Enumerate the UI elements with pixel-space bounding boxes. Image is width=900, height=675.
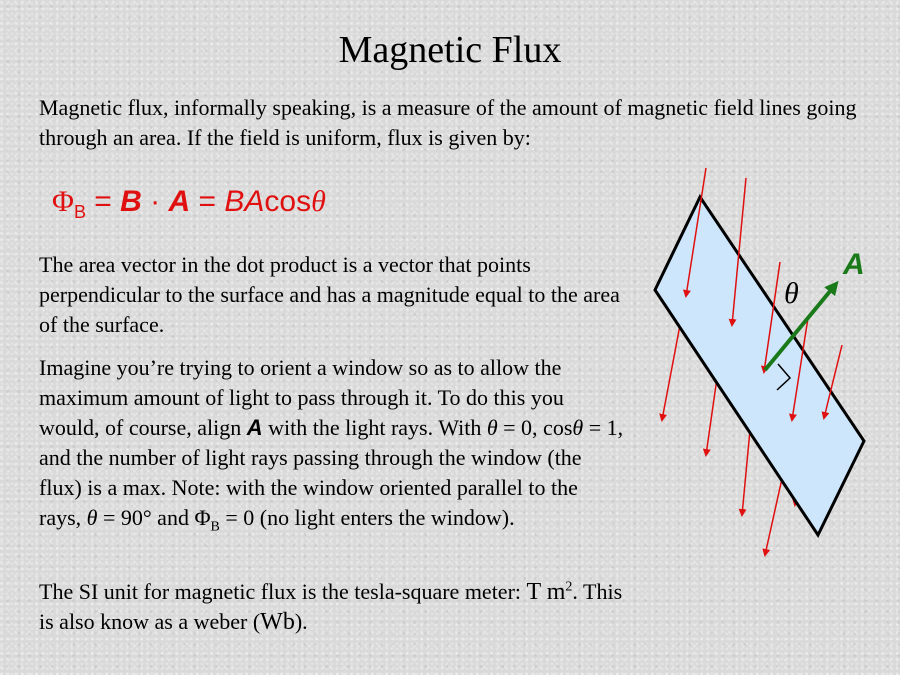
si-unit: T m bbox=[526, 579, 566, 605]
window-theta-1: θ bbox=[486, 415, 498, 440]
b-vector: B bbox=[120, 185, 142, 218]
equals-1: = bbox=[85, 185, 121, 218]
dot-operator: · bbox=[141, 185, 169, 218]
theta-symbol: θ bbox=[311, 185, 326, 218]
window-text-5: = 90° and bbox=[97, 505, 195, 530]
si-text-1: The SI unit for magnetic flux is the tesla-square meter: bbox=[39, 579, 527, 604]
a-vector: A bbox=[168, 185, 191, 218]
si-text-3: ). bbox=[294, 609, 308, 634]
flux-diagram bbox=[640, 160, 890, 580]
window-text-2: with the light rays. With bbox=[262, 415, 487, 440]
angle-label: θ bbox=[784, 277, 799, 310]
phi-symbol: Φ bbox=[52, 185, 74, 218]
intro-paragraph: Magnetic flux, informally speaking, is a measure of the amount of magnetic field lines going through an area. If the field is uniform, flux is given by: bbox=[39, 95, 857, 150]
area-vector-paragraph: The area vector in the dot product is a vector that points perpendicular to the surface and has a magnitude equal to the area of the surface. bbox=[39, 252, 620, 337]
window-paragraph bbox=[39, 353, 624, 533]
cos-function: cos bbox=[264, 185, 312, 218]
phi-subscript: B bbox=[73, 202, 86, 222]
a-magnitude: A bbox=[244, 185, 265, 218]
window-text-1: Imagine you’re trying to orient a window so as to allow the maximum amount of light to pass through it. To do this you would, of course, align bbox=[39, 355, 564, 440]
area-vector-label: A bbox=[843, 248, 865, 281]
window-a-vector: A bbox=[246, 415, 263, 440]
window-phi-sub: B bbox=[210, 519, 220, 535]
window-text-3: = 0, cos bbox=[497, 415, 573, 440]
si-unit-exponent: 2 bbox=[565, 579, 573, 595]
si-text-2: . This is also know as a weber ( bbox=[39, 579, 623, 634]
window-text-4: = 1, and the number of light rays passing through the window (the flux) is a max. Note: with the window oriented parallel to the rays, bbox=[39, 415, 624, 530]
window-phi: Φ bbox=[194, 505, 211, 530]
surface-plate bbox=[655, 197, 864, 535]
equals-2: = bbox=[190, 185, 225, 218]
si-weber: Wb bbox=[260, 609, 295, 635]
window-theta-3: θ bbox=[86, 505, 98, 530]
window-theta-2: θ bbox=[572, 415, 584, 440]
b-magnitude: B bbox=[224, 185, 245, 218]
flux-formula bbox=[52, 182, 326, 222]
window-text-6: = 0 (no light enters the window). bbox=[219, 505, 515, 530]
si-unit-paragraph bbox=[39, 577, 624, 637]
slide-title: Magnetic Flux bbox=[338, 29, 562, 71]
